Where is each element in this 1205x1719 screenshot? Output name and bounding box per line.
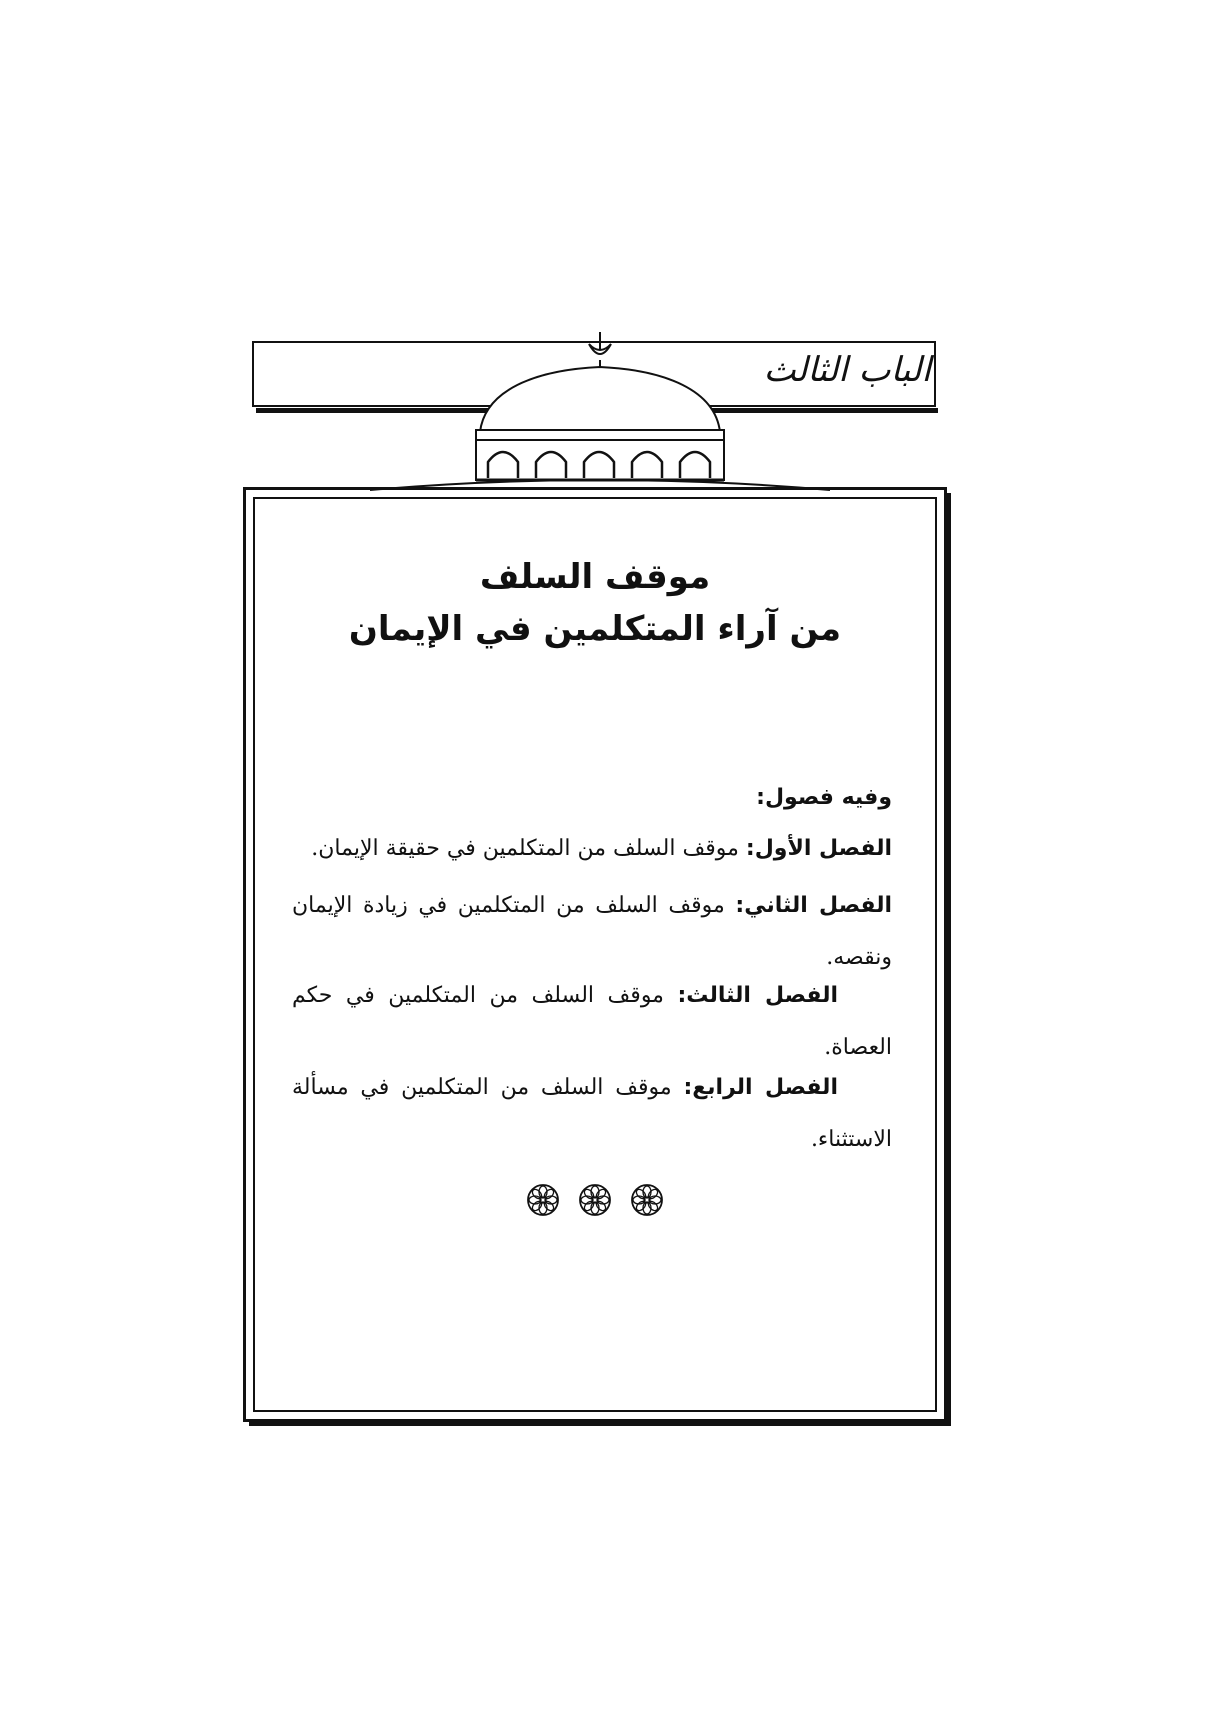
chapter-text-1: موقف السلف من المتكلمين في حقيقة الإيمان. [311,836,746,861]
chapter-item [292,1062,892,1166]
crescent-icon [589,332,611,368]
chapter-text-3: موقف السلف من المتكلمين في حكم العصاة. [292,983,892,1060]
chapter-item [292,823,892,875]
chapter-label-1: الفصل الأول: [745,836,892,861]
frame-shadow-bottom [249,1422,951,1426]
flower-ornament-icon [580,1185,610,1215]
chapter-label-3: الفصل الثالث: [677,983,838,1008]
frame-shadow-right [947,493,951,1426]
page-title-line-1: موقف السلف [479,557,711,597]
intro-text: وفيه فصول: [756,785,892,810]
flower-ornament-icon [528,1185,558,1215]
chapter-item [292,970,892,1074]
chapter-text-4: موقف السلف من المتكلمين في مسألة الاستثناء. [292,1075,892,1152]
ornament-row [515,1180,675,1220]
flower-ornament-icon [632,1185,662,1215]
chapter-label-2: الفصل الثاني: [735,893,893,918]
chapter-text-2: موقف السلف من المتكلمين في زيادة الإيمان ونقصه. [292,893,892,970]
chapter-label: الباب الثالث [763,350,931,390]
page-title-line-2: من آراء المتكلمين في الإيمان [348,609,842,649]
chapter-label-4: الفصل الرابع: [683,1075,838,1100]
chapter-item [292,880,892,984]
